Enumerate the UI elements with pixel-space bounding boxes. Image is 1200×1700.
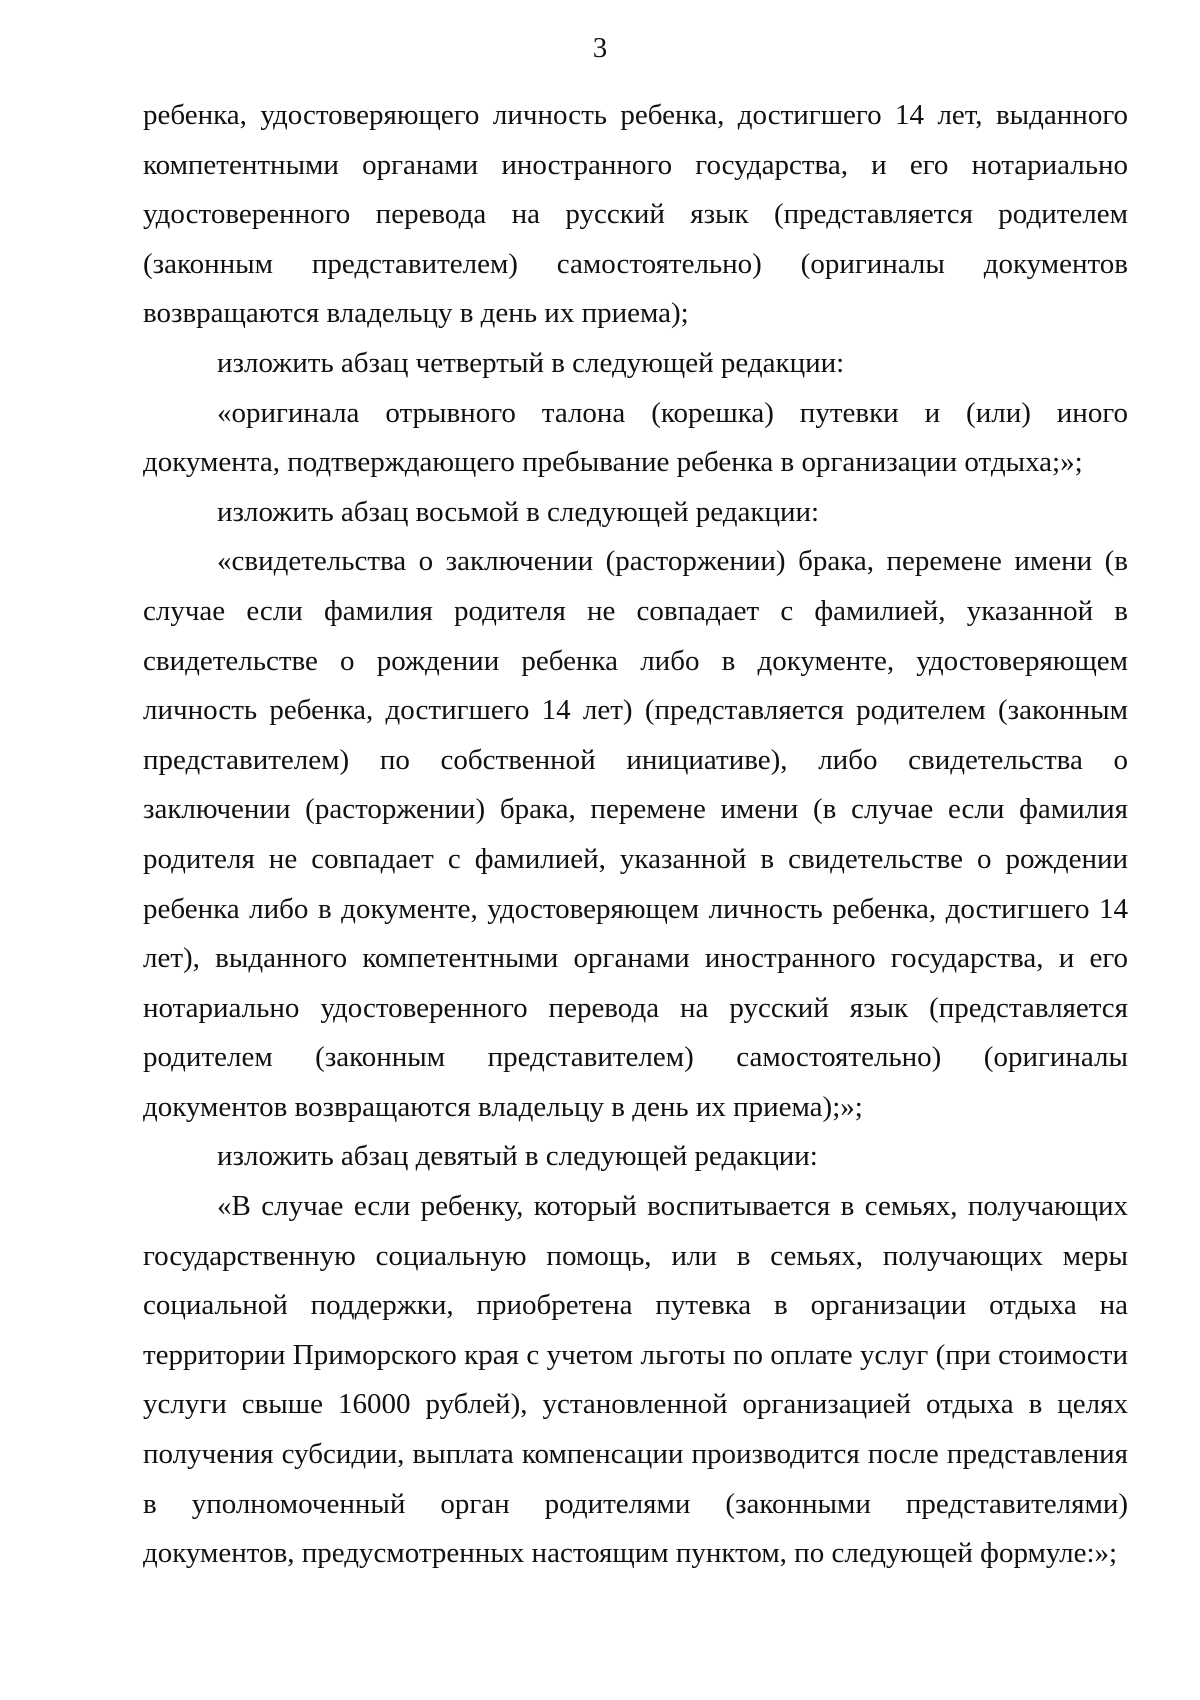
paragraph-continuation: ребенка, удостоверяющего личность ребенка, достигшего 14 лет, выданного компетентными органами иностранного государства, и его нотариально удостоверенного перевода на русский язык (представляется родителем (законным представителем) самостоятельно) (оригиналы документов возвращаются владельцу в день их приема); (143, 99, 1128, 330)
paragraph-amendment-text-9: «В случае если ребенку, который воспитывается в семьях, получающих государственную социальную помощь, или в семьях, получающих меры социальной поддержки, приобретена путевка в организации отдыха на территории Приморского края с учетом льготы по оплате услуг (при стоимости услуги свыше 16000 рублей), установленной организацией отдыха в целях получения субсидии, выплата компенсации производится после представления в уполномоченный орган родителями (законными представителями) документов, предусмотренных настоящим пунктом, по следующей формуле:»; (143, 1190, 1128, 1570)
paragraph-amendment-text-4: «оригинала отрывного талона (корешка) путевки и (или) иного документа, подтверждающего пребывание ребенка в организации отдыха;»; (143, 396, 1128, 479)
paragraph-amendment-text-8: «свидетельства о заключении (расторжении) брака, перемене имени (в случае если фамилия родителя не совпадает с фамилией, указанной в свидетельстве о рождении ребенка либо в документе, удостоверяющем личность ребенка, достигшего 14 лет) (представляется родителем (законным представителем) по собственной инициативе), либо свидетельства о заключении (расторжении) брака, перемене имени (в случае если фамилия родителя не совпадает с фамилией, указанной в свидетельстве о рождении ребенка либо в документе, удостоверяющем личность ребенка, достигшего 14 лет), выданного компетентными органами иностранного государства, и его нотариально удостоверенного перевода на русский язык (представляется родителем (законным представителем) самостоятельно) (оригиналы документов возвращаются владельцу в день их приема);»; (143, 545, 1128, 1123)
page-number: 3 (592, 32, 608, 64)
document-body (143, 91, 1128, 1579)
paragraph-amendment-instruction-8: изложить абзац восьмой в следующей редакции: (217, 495, 820, 528)
paragraph-amendment-instruction-4: изложить абзац четвертый в следующей редакции: (217, 346, 845, 379)
paragraph-amendment-instruction-9: изложить абзац девятый в следующей редакции: (217, 1140, 818, 1173)
